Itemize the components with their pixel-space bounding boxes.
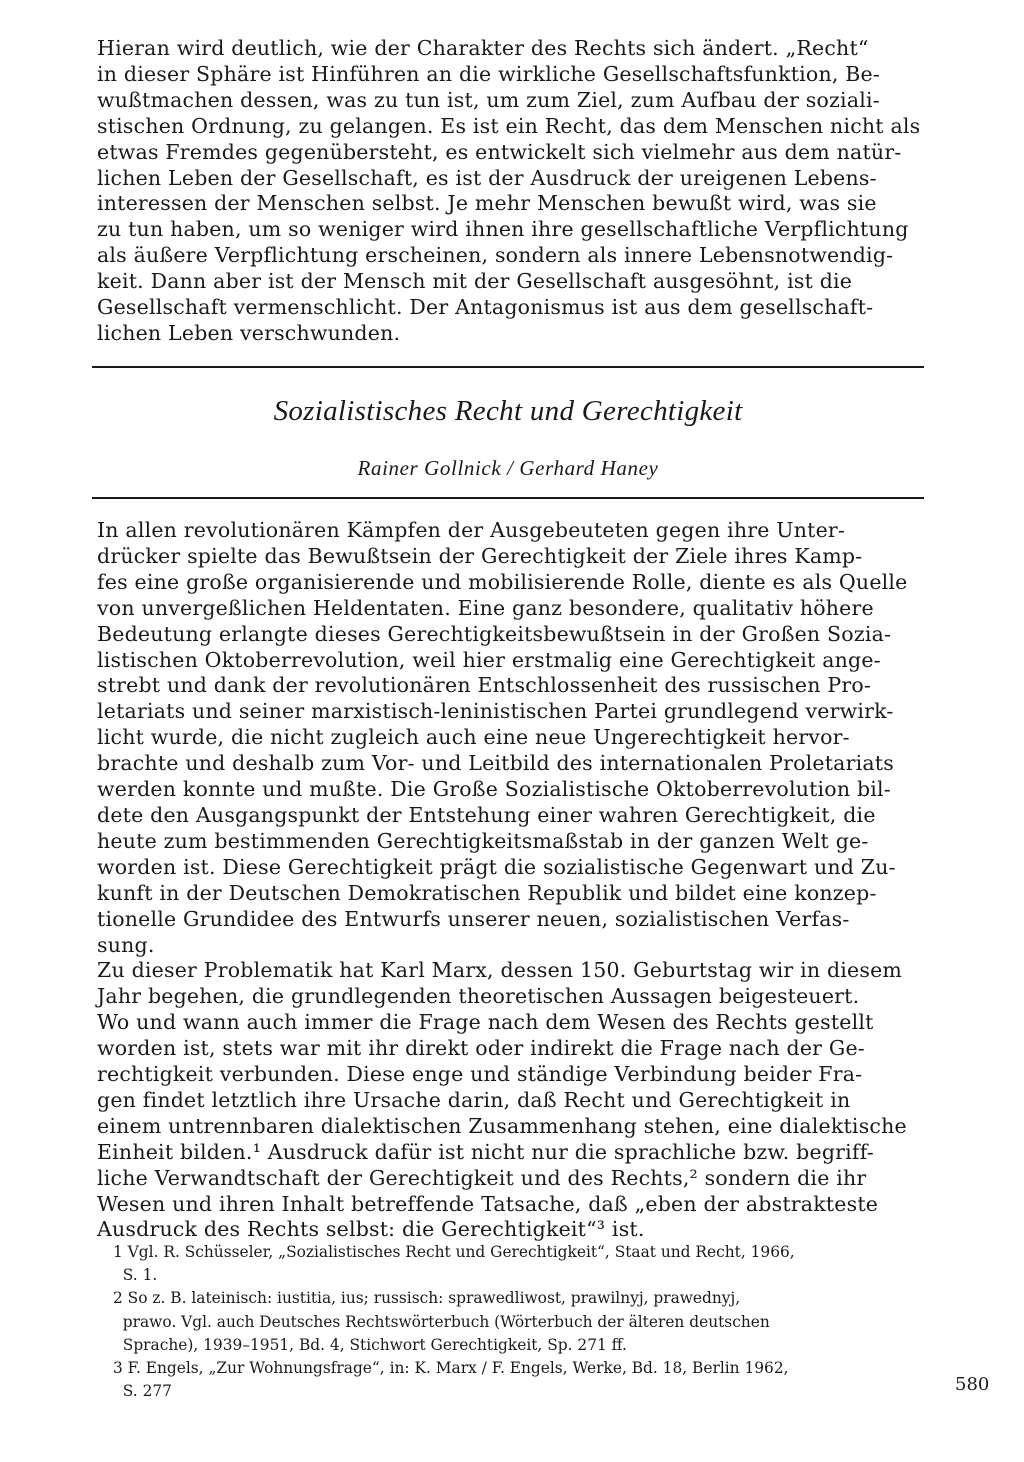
section-rule-top <box>92 366 924 368</box>
page-number: 580 <box>955 1374 990 1395</box>
article-body: In allen revolutionären Kämpfen der Ausgebeuteten gegen ihre Unter- drücker spielte das Bewußtsein der Gerechtigkeit der Ziele ihres Kamp- fes eine große organisierende und mobilisierende Rolle, diente es als Quelle von unvergeßlichen Heldentaten. Eine ganz besondere, qualitativ höhere Bedeutung erlangte dieses Gerechtigkeitsbewußtsein in der Großen Sozia- listischen Oktoberrevolution, weil hier erstmalig eine Gerechtigkeit ange- strebt und dank der revolutionären Entschlossenheit des russischen Pro- letariats und seiner marxistisch-leninistischen Partei grundlegend verwirk- licht wurde, die nicht zugleich auch eine neue Ungerechtigkeit hervor- brachte und deshalb zum Vor- und Leitbild des internationalen Proletariats werden konnte und mußte. Die Große Sozialistische Oktoberrevolution bil- dete den Ausgangspunkt der Entstehung einer wahren Gerechtigkeit, die heute zum bestimmenden Gerechtigkeitsmaßstab in der ganzen Welt ge- worden ist. Diese Gerechtigkeit prägt die sozialistische Gegenwart und Zu- kunft in der Deutschen Demokratischen Republik und bildet eine konzep- tionelle Grundidee des Entwurfs unserer neuen, sozialistischen Verfas- sung. Zu dieser Problematik hat Karl Marx, dessen 150. Geburtstag wir in diesem Jahr begehen, die grundlegenden theoretischen Aussagen beigesteuert. Wo und wann auch immer die Frage nach dem Wesen des Rechts gestellt worden ist, stets war mit ihr direkt oder indirekt die Frage nach der Ge- rechtigkeit verbunden. Diese enge und ständige Verbindung beider Fra- gen findet letztlich ihre Ursache darin, daß Recht und Gerechtigkeit in einem untrennbaren dialektischen Zusammenhang stehen, eine dialektische Einheit bilden.¹ Ausdruck dafür ist nicht nur die sprachliche bzw. begriff- liche Verwandtschaft der Gerechtigkeit und des Rechts,² sondern die ihr Wesen und ihren Inhalt betreffende Tatsache, daß „eben der abstrakteste Ausdruck des Rechts selbst: die Gerechtigkeit“³ ist. <box>97 518 908 1242</box>
article-title: Sozialistisches Recht und Gerechtigkeit <box>273 395 743 427</box>
footnotes: 1 Vgl. R. Schüsseler, „Sozialistisches Recht und Gerechtigkeit“, Staat und Recht, 1966, S. 1. 2 So z. B. lateinisch: iustitia, ius; russisch: sprawedliwost, prawilnyj, prawednyj, prawo. Vgl. auch Deutsches Rechtswörterbuch (Wörterbuch der älteren deutschen Sprache), 1939–1951, Bd. 4, Stichwort Gerechtigkeit, Sp. 271 ff. 3 F. Engels, „Zur Wohnungsfrage“, in: K. Marx / F. Engels, Werke, Bd. 18, Berlin 1962, S. 277 <box>113 1243 795 1401</box>
section-rule-bottom <box>92 497 924 499</box>
intro-paragraph: Hieran wird deutlich, wie der Charakter des Rechts sich ändert. „Recht“ in dieser Sphäre ist Hinführen an die wirkliche Gesellschaftsfunktion, Be- wußtmachen dessen, was zu tun ist, um zum Ziel, zum Aufbau der soziali- stischen Ordnung, zu gelangen. Es ist ein Recht, das dem Menschen nicht als etwas Fremdes gegenübersteht, es entwickelt sich vielmehr aus dem natür- lichen Leben der Gesellschaft, es ist der Ausdruck der ureigenen Lebens- interessen der Menschen selbst. Je mehr Menschen bewußt wird, was sie zu tun haben, um so weniger wird ihnen ihre gesellschaftliche Verpflichtung als äußere Verpflichtung erscheinen, sondern als innere Lebensnotwendig- keit. Dann aber ist der Mensch mit der Gesellschaft ausgesöhnt, ist die Gesellschaft vermenschlicht. Der Antagonismus ist aus dem gesellschaft- lichen Leben verschwunden. <box>97 36 921 345</box>
article-authors: Rainer Gollnick / Gerhard Haney <box>357 456 659 480</box>
